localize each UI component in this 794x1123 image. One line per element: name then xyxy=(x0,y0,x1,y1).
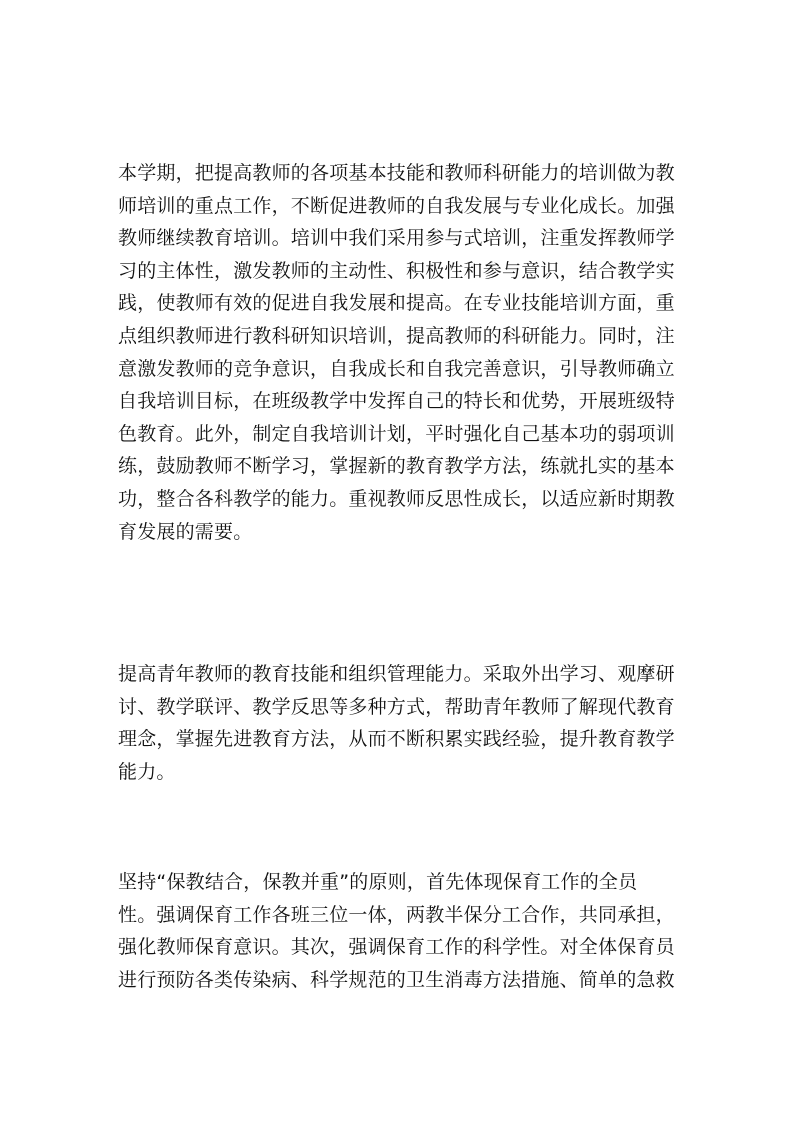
paragraph-teacher-training: 本学期，把提高教师的各项基本技能和教师科研能力的培训做为教 师培训的重点工作，不断促进教师的自我发展与专业化成长。加强 教师继续教育培训。培训中我们采用参与式培训，注重发挥教师学 习的主体性，激发教师的主动性、积极性和参与意识，结合教学实 践，使教师有效的促进自我发展和提高。在专业技能培训方面，重 点组织教师进行教科研知识培训，提高教师的科研能力。同时，注 意激发教师的竞争意识，自我成长和自我完善意识，引导教师确立 自我培训目标，在班级教学中发挥自己的特长和优势，开展班级特 色教育。此外，制定自我培训计划，平时强化自己基本功的弱项训 练，鼓励教师不断学习，掌握新的教育教学方法，练就扎实的基本 功，整合各科教学的能力。重视教师反思性成长，以适应新时期教 育发展的需要。 xyxy=(118,162,675,543)
paragraph-care-education: 坚持“保教结合，保教并重”的原则，首先体现保育工作的全员 性。强调保育工作各班三位一体，两教半保分工合作，共同承担， 强化教师保育意识。其次，强调保育工作的科学性。对全体保育员 进行预防各类传染病、科学规范的卫生消毒方法措施、简单的急救 xyxy=(118,871,675,991)
paragraph-young-teachers: 提高青年教师的教育技能和组织管理能力。采取外出学习、观摩研 讨、教学联评、教学反思等多种方式，帮助青年教师了解现代教育 理念，掌握先进教育方法，从而不断积累实践经验，提升教育教学 能力。 xyxy=(118,663,675,783)
